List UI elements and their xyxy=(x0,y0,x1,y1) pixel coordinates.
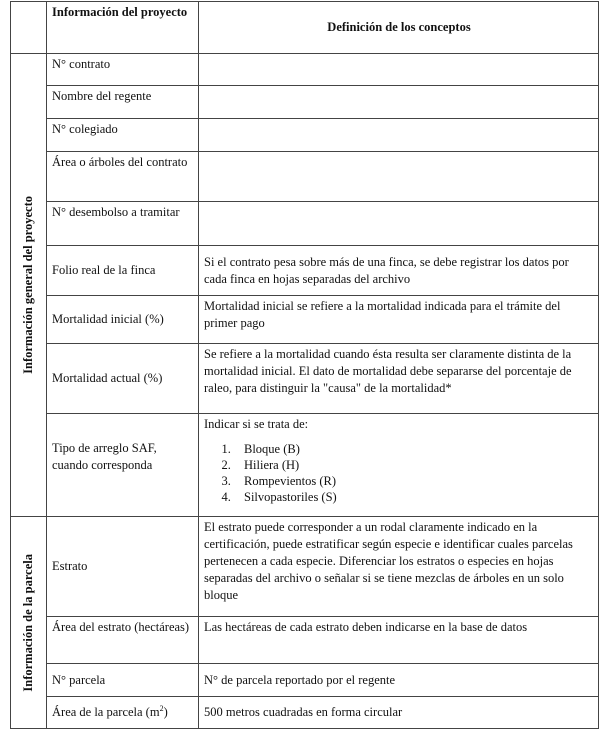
row-definition: N° de parcela reportado por el regente xyxy=(199,664,599,697)
corner-cell xyxy=(11,2,47,54)
table-row xyxy=(11,697,599,729)
row-definition: Se refiere a la mortalidad cuando ésta resulta ser claramente distinta de la mortalidad inicial. El dato de mortalidad debe separarse del porcentaje de raleo, para distinguir la "causa" de la mortalidad* xyxy=(199,344,599,414)
row-label: Área del estrato (hectáreas) xyxy=(47,617,199,664)
table-row xyxy=(11,664,599,697)
saf-intro-text: Indicar si se trata de: xyxy=(204,417,309,431)
row-definition: 500 metros cuadradas en forma circular xyxy=(199,697,599,729)
section-parcela-label: Información de la parcela xyxy=(11,517,47,729)
row-label: Mortalidad inicial (%) xyxy=(47,296,199,344)
row-definition xyxy=(199,152,599,202)
row-label: Área o árboles del contrato xyxy=(47,152,199,202)
table-row xyxy=(11,86,599,119)
row-label: N° parcela xyxy=(47,664,199,697)
section-general-label: Información general del proyecto xyxy=(11,54,47,517)
concepts-table xyxy=(10,1,599,729)
definition-header: Definición de los conceptos xyxy=(199,2,599,54)
row-definition xyxy=(199,86,599,119)
row-definition: Si el contrato pesa sobre más de una finca, se debe registrar los datos por cada finca en hojas separadas del archivo xyxy=(199,246,599,296)
row-definition xyxy=(199,414,599,517)
table-row xyxy=(11,119,599,152)
table-row xyxy=(11,246,599,296)
row-label: Área de la parcela $(m^2)$ xyxy=(47,697,199,729)
project-info-header: Información del proyecto xyxy=(47,2,199,54)
row-label: Folio real de la finca xyxy=(47,246,199,296)
row-label: Tipo de arreglo SAF, cuando corresponda xyxy=(47,414,199,517)
list-item: 2. Hiliera (H) xyxy=(234,457,594,473)
table-row xyxy=(11,517,599,617)
row-label: Estrato xyxy=(47,517,199,617)
row-label: N° desembolso a tramitar xyxy=(47,202,199,246)
table-row xyxy=(11,617,599,664)
list-item: 1. Bloque (B) xyxy=(234,441,594,457)
row-definition xyxy=(199,119,599,152)
table-row xyxy=(11,344,599,414)
list-item: 3. Rompevientos (R) xyxy=(234,473,594,489)
row-label: N° contrato xyxy=(47,54,199,86)
row-label: Nombre del regente xyxy=(47,86,199,119)
table-row xyxy=(11,414,599,517)
list-item: 4. Silvopastoriles (S) xyxy=(234,489,594,505)
row-definition xyxy=(199,54,599,86)
row-definition: Mortalidad inicial se refiere a la mortalidad indicada para el trámite del primer pago xyxy=(199,296,599,344)
saf-type-list xyxy=(204,441,594,505)
row-label: N° colegiado xyxy=(47,119,199,152)
table-row xyxy=(11,202,599,246)
row-definition: El estrato puede corresponder a un rodal claramente indicado en la certificación, puede estratificar según especie e identificar cuales parcelas pertenecen a cada especie. Diferenciar los estratos o especies en hojas separadas del archivo o señalar si se tiene mezclas de árboles en un solo bloque xyxy=(199,517,599,617)
table-row xyxy=(11,296,599,344)
row-label: Mortalidad actual (%) xyxy=(47,344,199,414)
table-header-row xyxy=(11,2,599,54)
table-row xyxy=(11,54,599,86)
row-definition: Las hectáreas de cada estrato deben indicarse en la base de datos xyxy=(199,617,599,664)
row-definition xyxy=(199,202,599,246)
table-row xyxy=(11,152,599,202)
